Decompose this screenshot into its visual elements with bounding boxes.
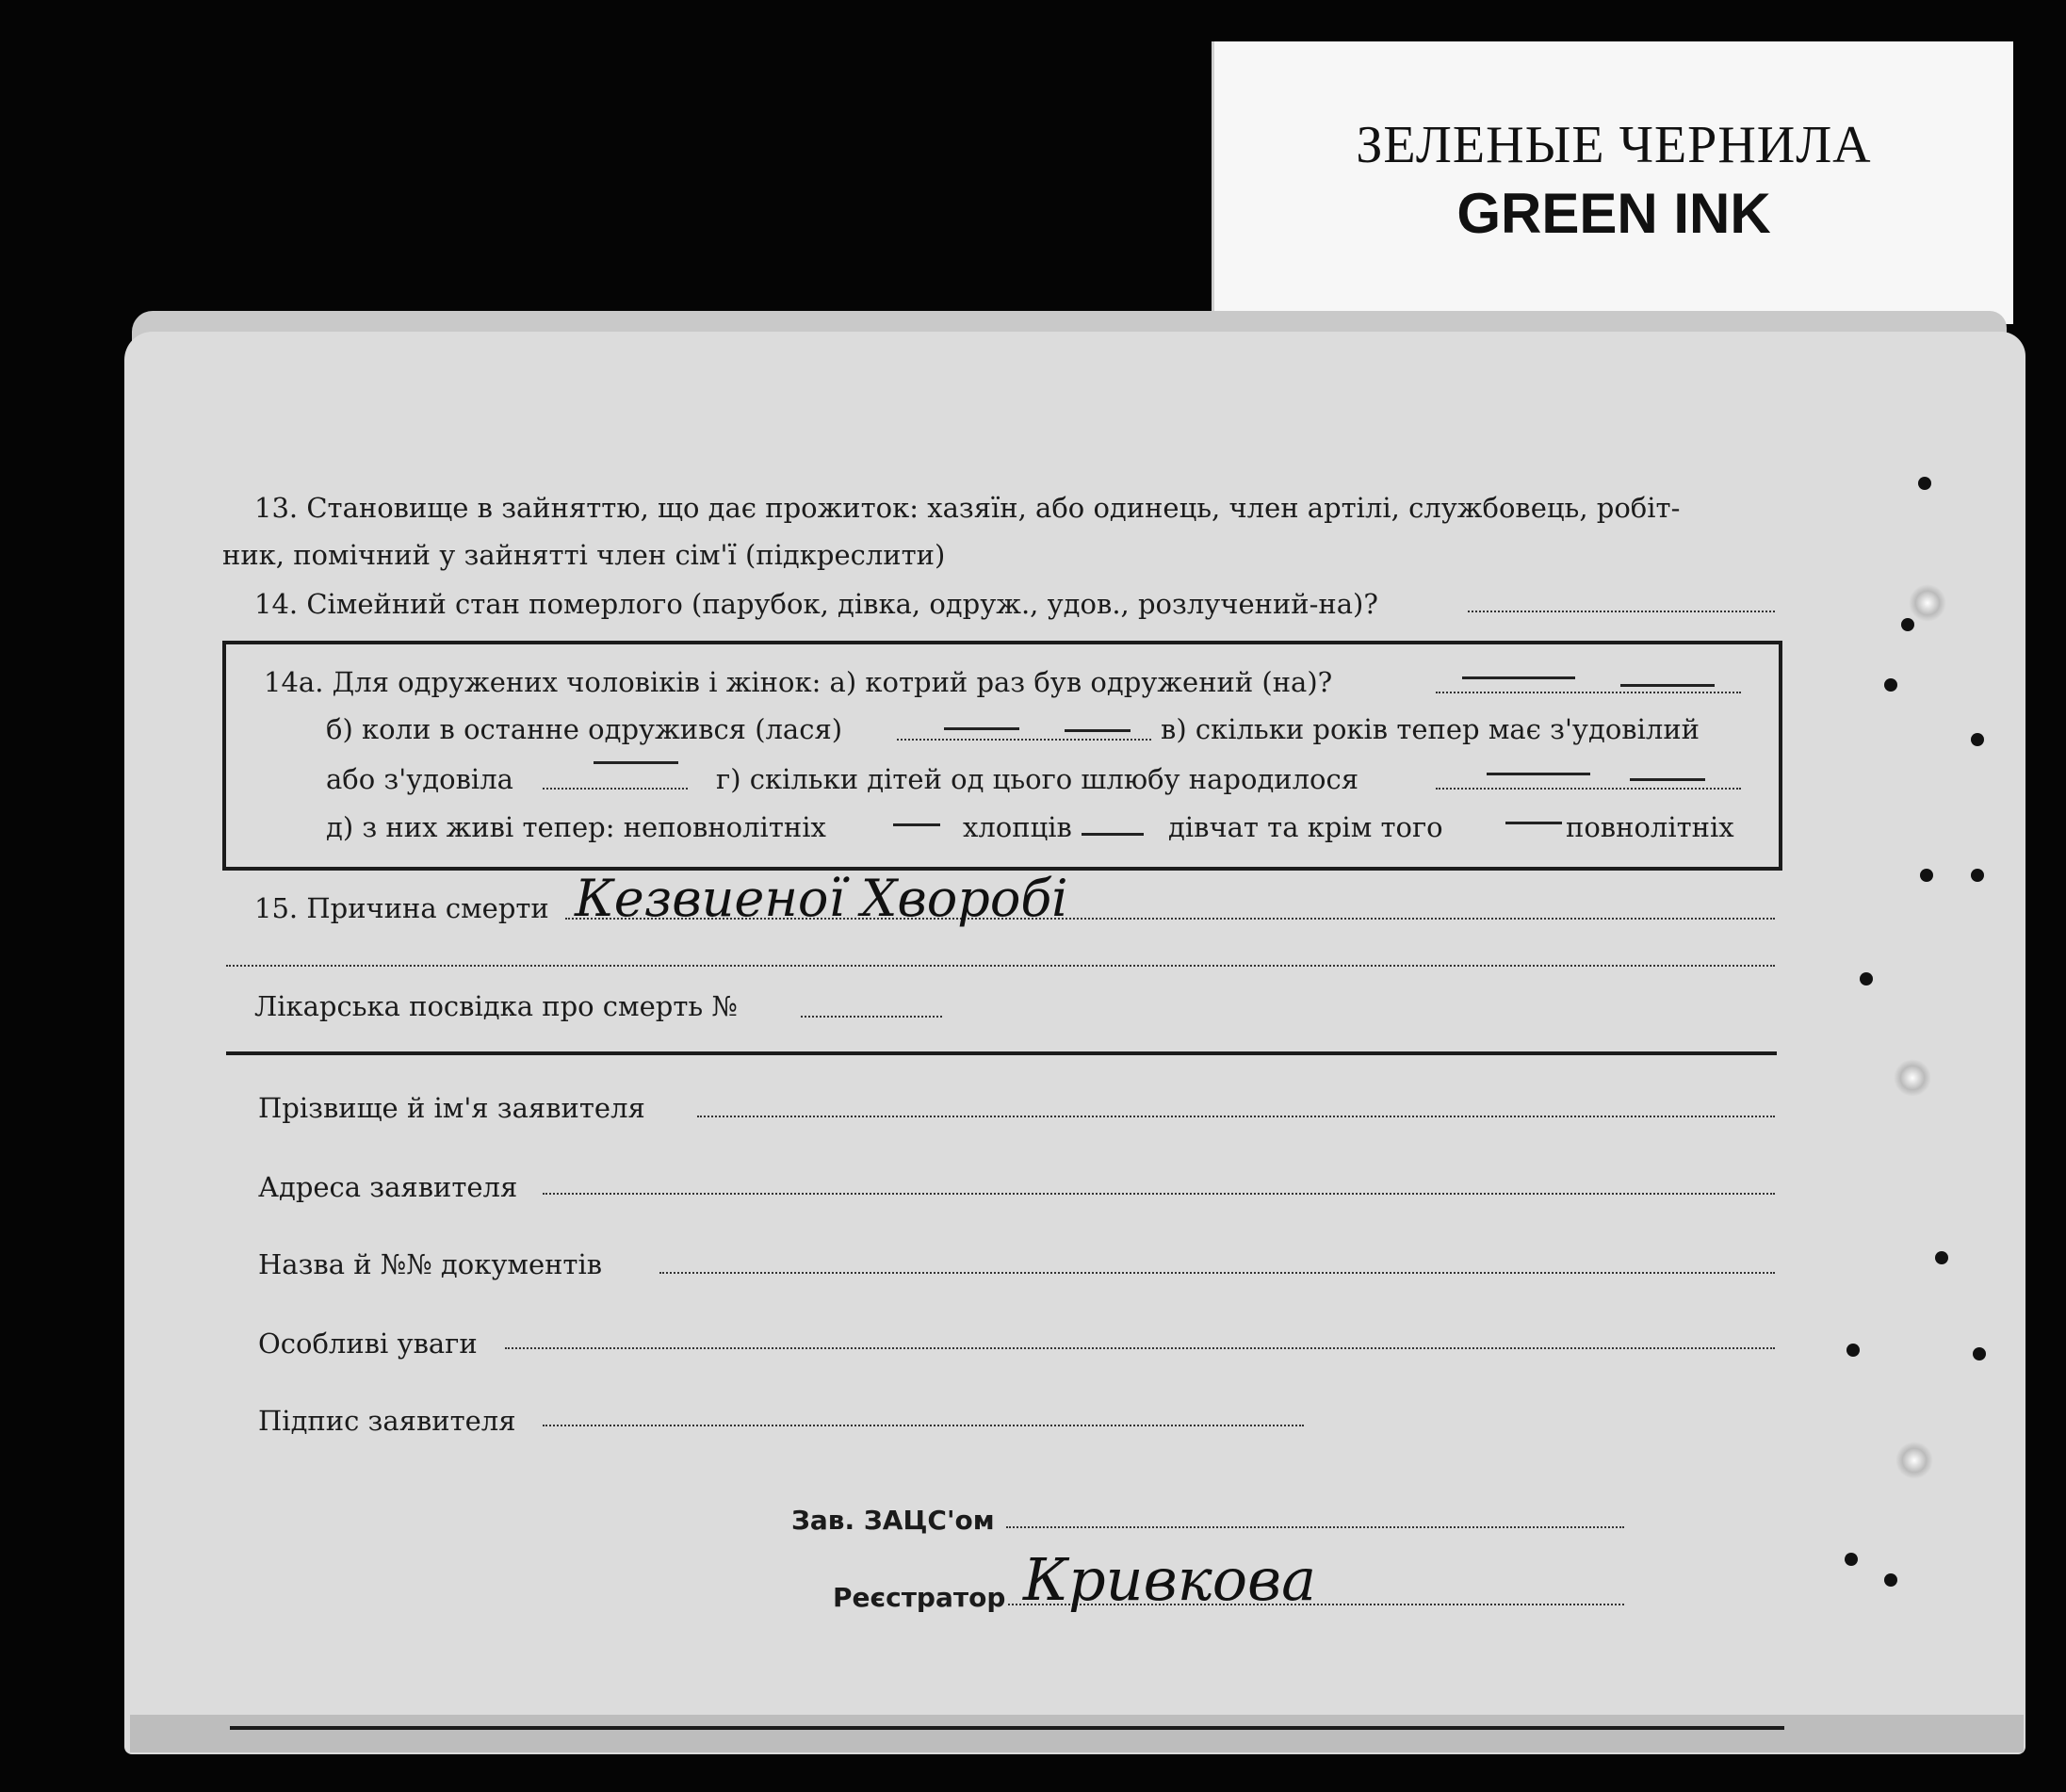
registrar-label: Реєстратор xyxy=(833,1582,1006,1613)
green-ink-label-card xyxy=(1212,41,2013,324)
applicant-signature-field[interactable] xyxy=(543,1425,1304,1426)
dash-mark xyxy=(1630,778,1705,781)
item-14a-boys-label: хлопців xyxy=(963,811,1072,843)
punch-hole xyxy=(1884,1573,1897,1587)
remarks-field[interactable] xyxy=(505,1347,1775,1349)
item-14a-b-label: б) коли в останне одружився (лася) xyxy=(326,713,843,745)
handwritten-cause-of-death: Кезвиеної Хворобі xyxy=(575,869,1068,928)
item-14a-d-label: д) з них живі тепер: неповнолітніх xyxy=(326,811,826,843)
label-english: GREEN INK xyxy=(1456,182,1771,245)
torn-hole xyxy=(1895,1442,1933,1479)
punch-hole xyxy=(1971,869,1984,882)
applicant-address-field[interactable] xyxy=(543,1193,1775,1195)
item-14a-g-field[interactable] xyxy=(1436,788,1741,790)
dash-mark xyxy=(594,761,678,764)
dash-mark xyxy=(1487,773,1590,775)
applicant-signature-label: Підпис заявителя xyxy=(258,1405,516,1437)
bottom-rule xyxy=(230,1726,1784,1730)
item-14-label: 14. Сімейний стан померлого (парубок, дівка, одруж., удов., розлучений-на)? xyxy=(254,588,1378,620)
punch-hole xyxy=(1935,1251,1948,1264)
label-russian: ЗЕЛЕНЫЕ ЧЕРНИЛА xyxy=(1356,116,1872,174)
dash-mark xyxy=(1082,833,1144,836)
documents-field[interactable] xyxy=(659,1272,1775,1274)
item-14a-girls-label: дівчат та крім того xyxy=(1168,811,1443,843)
punch-hole xyxy=(1884,678,1897,692)
sheet-bottom-edge xyxy=(130,1715,2024,1752)
head-zags-label: Зав. ЗАЦС'ом xyxy=(791,1505,995,1536)
item-14a-g-label: г) скільки дітей од цього шлюбу народилося xyxy=(716,763,1359,795)
punch-hole xyxy=(1846,1344,1860,1357)
applicant-address-label: Адреса заявителя xyxy=(258,1171,518,1203)
punch-hole xyxy=(1901,618,1914,631)
item-15-label: 15. Причина смерти xyxy=(254,892,549,924)
applicant-name-label: Прізвище й ім'я заявителя xyxy=(258,1092,645,1124)
medical-certificate-label: Лікарська посвідка про смерть № xyxy=(254,990,738,1022)
item-14a-b2-label: або з'удовіла xyxy=(326,763,513,795)
torn-hole xyxy=(1894,1059,1931,1097)
item-14a-widowed-field[interactable] xyxy=(543,788,688,790)
section-divider xyxy=(226,1051,1777,1055)
dash-mark xyxy=(1505,822,1562,824)
handwritten-registrar-signature: Кривкова xyxy=(1023,1545,1317,1614)
punch-hole xyxy=(1845,1553,1858,1566)
remarks-label: Особливі уваги xyxy=(258,1328,478,1360)
dash-mark xyxy=(1065,729,1131,732)
punch-hole xyxy=(1971,733,1984,746)
punch-hole xyxy=(1920,869,1933,882)
documents-label: Назва й №№ документів xyxy=(258,1248,603,1280)
dash-mark xyxy=(1462,676,1575,679)
applicant-name-field[interactable] xyxy=(697,1116,1775,1117)
item-13-line-1: 13. Становище в зайняттю, що дає прожиток: хазяїн, або одинець, член артілі, службовець, робіт- xyxy=(254,492,1681,524)
item-14a-adults-label: повнолітніх xyxy=(1566,811,1734,843)
torn-hole xyxy=(1909,584,1946,622)
item-13-line-2: ник, помічний у зайнятті член сім'ї (підкреслити) xyxy=(222,539,946,571)
head-zags-field[interactable] xyxy=(1006,1526,1624,1528)
dash-mark xyxy=(1620,684,1715,687)
dash-mark xyxy=(944,727,1019,730)
item-14a-a-field[interactable] xyxy=(1436,692,1741,693)
punch-hole xyxy=(1860,972,1873,986)
item-14a-b-field[interactable] xyxy=(897,739,1151,741)
item-14-field[interactable] xyxy=(1468,611,1775,612)
medical-certificate-field[interactable] xyxy=(801,1016,942,1018)
dash-mark xyxy=(893,823,940,826)
item-15-field-2[interactable] xyxy=(226,965,1775,967)
item-14a-line-1: 14а. Для одружених чоловіків і жінок: а) котрий раз був одружений (на)? xyxy=(264,666,1333,698)
punch-hole xyxy=(1918,477,1931,490)
punch-hole xyxy=(1973,1347,1986,1360)
item-14a-v-label: в) скільки років тепер має з'удовілий xyxy=(1161,713,1700,745)
